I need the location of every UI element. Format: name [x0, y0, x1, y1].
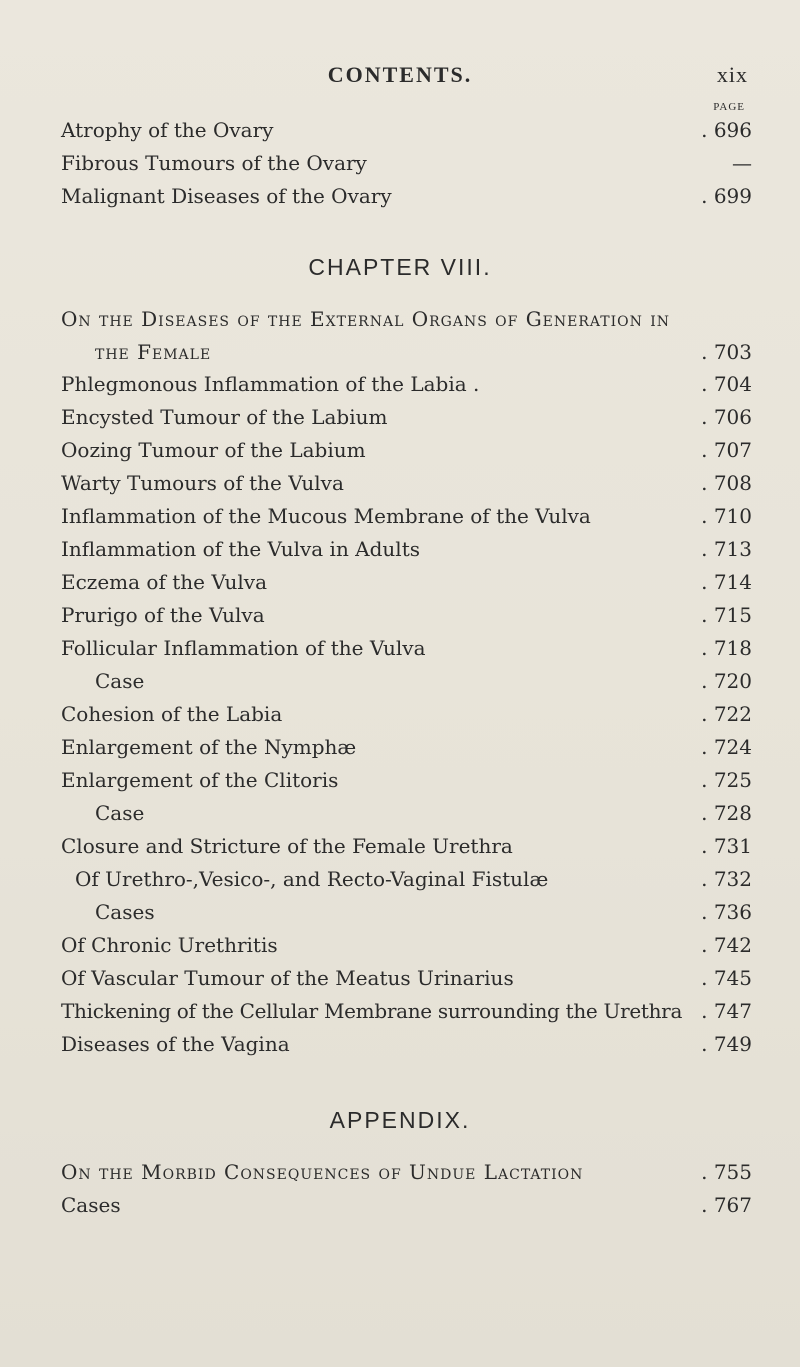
- toc-entry-page: . 767: [701, 1193, 752, 1217]
- toc-entry-page: . 714: [701, 570, 752, 594]
- toc-entry-page: . 731: [701, 834, 752, 858]
- toc-entry-label: Cases: [61, 1193, 121, 1217]
- toc-entry: [0, 370, 800, 398]
- appendix-title-page: . 755: [701, 1160, 752, 1184]
- toc-entry-page: . 708: [701, 471, 752, 495]
- toc-entry-label: Enlargement of the Nymphæ: [61, 735, 357, 759]
- toc-entry: [0, 700, 800, 728]
- toc-entry: [0, 766, 800, 794]
- toc-entry-label: Enlargement of the Clitoris: [61, 768, 339, 792]
- toc-entry-label: Malignant Diseases of the Ovary: [61, 184, 392, 208]
- toc-entry-page: . 706: [701, 405, 752, 429]
- folio-number: xix: [716, 62, 748, 87]
- page-column-label: PAGE: [713, 101, 745, 113]
- toc-entry-page: . 707: [701, 438, 752, 462]
- toc-entry: [0, 964, 800, 992]
- toc-entry-page: . 720: [701, 669, 752, 693]
- toc-entry-page: . 745: [701, 966, 752, 990]
- toc-entry-page: . 718: [701, 636, 752, 660]
- toc-entry: [0, 1030, 800, 1058]
- appendix-title: On the Morbid Consequences of Undue Lactation: [61, 1160, 584, 1184]
- toc-entry-label: Case: [95, 801, 145, 825]
- running-header: [0, 62, 800, 92]
- running-title: CONTENTS.: [327, 62, 473, 87]
- appendix-title-row: [0, 1158, 800, 1186]
- toc-entry-label: Warty Tumours of the Vulva: [61, 471, 344, 495]
- toc-entry: [0, 1191, 800, 1219]
- toc-entry-page: . 732: [701, 867, 752, 891]
- toc-entry: [0, 667, 800, 695]
- toc-entry: [0, 865, 800, 893]
- chapter-title-line2: the Female: [95, 340, 212, 364]
- toc-entry-label: Encysted Tumour of the Labium: [61, 405, 388, 429]
- toc-entry-label: Of Urethro-,Vesico-, and Recto-Vaginal Fistulæ: [75, 867, 549, 891]
- toc-entry: [0, 997, 800, 1025]
- toc-entry-page: . 724: [701, 735, 752, 759]
- toc-entry-label: Atrophy of the Ovary: [61, 118, 274, 142]
- toc-entry-page: . 728: [701, 801, 752, 825]
- toc-entry-page: —: [732, 151, 752, 175]
- toc-entry-page: . 742: [701, 933, 752, 957]
- toc-entry-label: Phlegmonous Inflammation of the Labia .: [61, 372, 480, 396]
- toc-entry-label: Of Chronic Urethritis: [61, 933, 278, 957]
- appendix-heading: APPENDIX.: [329, 1107, 471, 1133]
- toc-entry: [0, 182, 800, 210]
- toc-entry-page: . 736: [701, 900, 752, 924]
- toc-entry: [0, 601, 800, 629]
- toc-entry: [0, 116, 800, 144]
- toc-entry-label: Thickening of the Cellular Membrane surrounding the Urethra: [61, 999, 683, 1023]
- toc-entry: [0, 535, 800, 563]
- toc-entry: [0, 436, 800, 464]
- toc-entry-page: . 749: [701, 1032, 752, 1056]
- toc-entry-label: Cases: [95, 900, 155, 924]
- toc-entry-page: . 722: [701, 702, 752, 726]
- chapter-title-line1: On the Diseases of the External Organs of Generation in: [61, 307, 670, 331]
- toc-entry-page: . 699: [701, 184, 752, 208]
- toc-entry: [0, 733, 800, 761]
- toc-entry-label: Inflammation of the Mucous Membrane of the Vulva: [61, 504, 591, 528]
- toc-entry-label: Oozing Tumour of the Labium: [61, 438, 366, 462]
- chapter-heading: CHAPTER VIII.: [308, 254, 492, 280]
- toc-entry-label: Inflammation of the Vulva in Adults: [61, 537, 421, 561]
- toc-entry: [0, 832, 800, 860]
- toc-entry: [0, 149, 800, 177]
- toc-entry-page: . 713: [701, 537, 752, 561]
- toc-entry-label: Case: [95, 669, 145, 693]
- toc-entry-label: Follicular Inflammation of the Vulva: [61, 636, 426, 660]
- chapter-title-row: [0, 338, 800, 366]
- toc-entry: [0, 799, 800, 827]
- toc-entry-page: . 747: [701, 999, 752, 1023]
- toc-entry-label: Cohesion of the Labia: [61, 702, 283, 726]
- toc-entry: [0, 469, 800, 497]
- toc-entry-label: Eczema of the Vulva: [61, 570, 267, 594]
- toc-entry-label: Diseases of the Vagina: [61, 1032, 290, 1056]
- toc-entry: [0, 403, 800, 431]
- toc-entry-label: Prurigo of the Vulva: [61, 603, 265, 627]
- chapter-title-page: . 703: [701, 340, 752, 364]
- toc-entry-label: Closure and Stricture of the Female Urethra: [61, 834, 513, 858]
- toc-entry: [0, 568, 800, 596]
- toc-entry-page: . 696: [701, 118, 752, 142]
- toc-entry-label: Of Vascular Tumour of the Meatus Urinarius: [61, 966, 514, 990]
- toc-entry-page: . 710: [701, 504, 752, 528]
- toc-entry-page: . 704: [701, 372, 752, 396]
- toc-entry-page: . 715: [701, 603, 752, 627]
- toc-entry: [0, 634, 800, 662]
- toc-entry: [0, 502, 800, 530]
- toc-entry-page: . 725: [701, 768, 752, 792]
- toc-entry: [0, 898, 800, 926]
- toc-entry: [0, 931, 800, 959]
- toc-entry-label: Fibrous Tumours of the Ovary: [61, 151, 367, 175]
